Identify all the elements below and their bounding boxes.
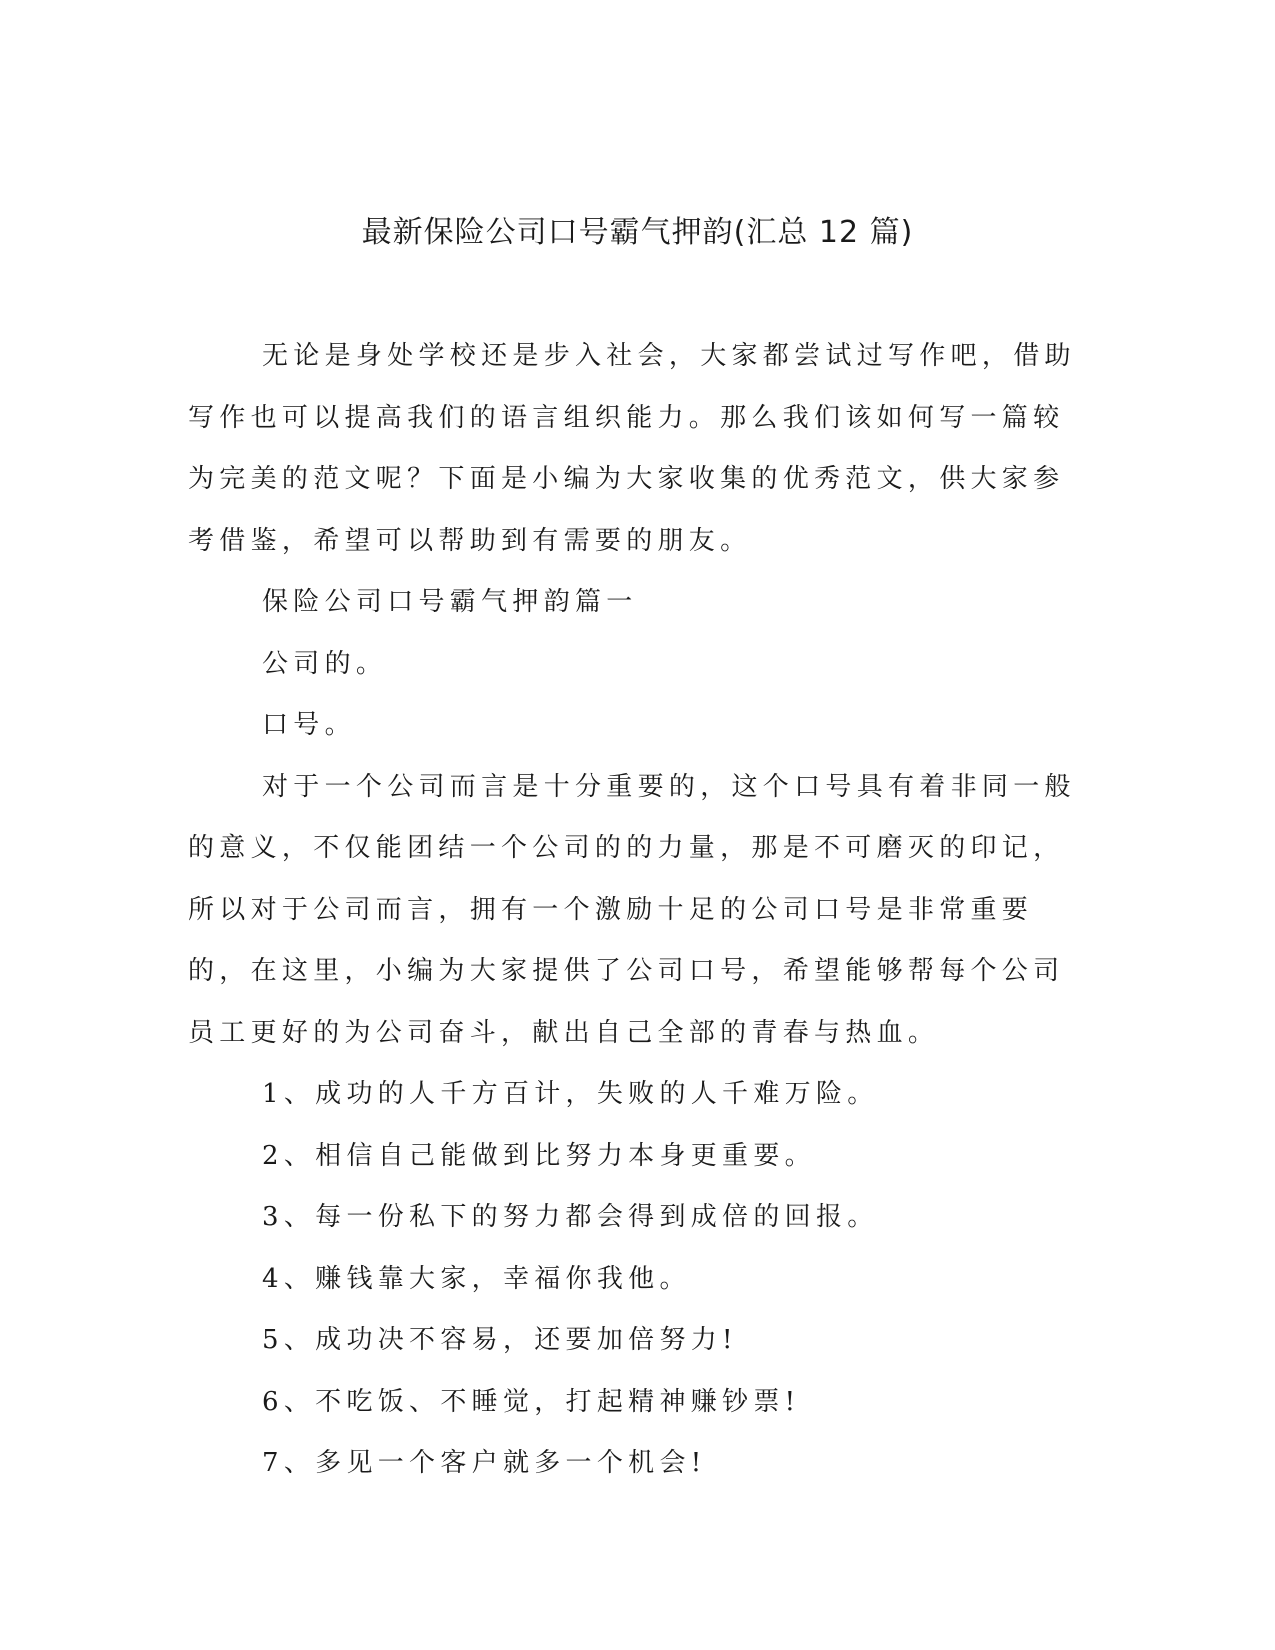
- slogan-item: 1、成功的人千方百计，失败的人千难万险。: [262, 1079, 879, 1109]
- slogan-item: 2、相信自己能做到比努力本身更重要。: [262, 1140, 816, 1171]
- slogan-item: 7、多见一个客户就多一个机会!: [262, 1448, 707, 1478]
- body-paragraph: 公司的。: [262, 648, 388, 679]
- body-paragraph: 口号。: [262, 710, 356, 740]
- document-body: [188, 326, 1078, 1495]
- document-title: 最新保险公司口号霸气押韵(汇总 12 篇): [361, 215, 914, 250]
- intro-paragraph: 无论是身处学校还是步入社会，大家都尝试过写作吧，借助写作也可以提高我们的语言组织能力。那么我们该如何写一篇较为完美的范文呢？下面是小编为大家收集的优秀范文，供大家参考借鉴，希望可以帮助到有需要的朋友。: [188, 341, 1076, 556]
- slogan-item: 5、成功决不容易，还要加倍努力!: [262, 1325, 738, 1355]
- body-paragraph: 对于一个公司而言是十分重要的，这个口号具有着非同一般的意义，不仅能团结一个公司的的力量，那是不可磨灭的印记，所以对于公司而言，拥有一个激励十足的公司口号是非常重要的，在这里，小编为大家提供了公司口号，希望能够帮每个公司员工更好的为公司奋斗，献出自己全部的青春与热血。: [188, 771, 1076, 1048]
- slogan-item: 6、不吃饭、不睡觉，打起精神赚钞票!: [262, 1386, 801, 1417]
- section-heading: 保险公司口号霸气押韵篇一: [262, 587, 638, 617]
- slogan-item: 3、每一份私下的努力都会得到成倍的回报。: [262, 1202, 879, 1232]
- slogan-item: 4、赚钱靠大家，幸福你我他。: [262, 1263, 691, 1294]
